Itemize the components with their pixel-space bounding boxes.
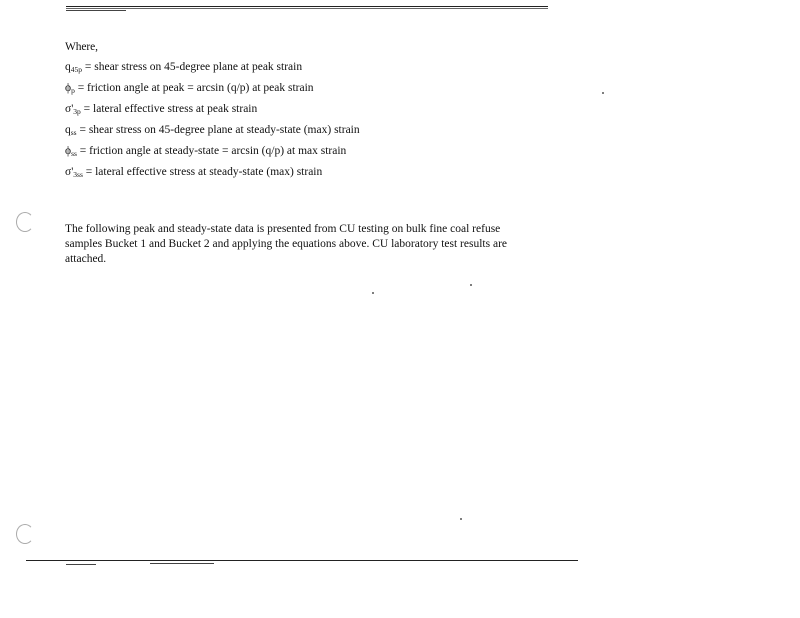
paragraph-line: attached. — [65, 253, 107, 265]
scan-speck — [602, 92, 604, 94]
symbol: q — [65, 61, 71, 73]
definition-phi-p — [65, 82, 314, 95]
symbol: σ' — [65, 103, 74, 115]
header-rule — [66, 6, 548, 9]
intro-text: Where, — [65, 41, 98, 53]
scan-speck — [470, 284, 472, 286]
symbol-subscript: 3ss — [73, 170, 83, 179]
symbol: σ' — [65, 166, 74, 178]
paragraph-line: The following peak and steady-state data is presented from CU testing on bulk fine coal refuse — [65, 223, 501, 235]
footer-rule-mark — [66, 564, 96, 565]
definition-sigma3ss — [65, 166, 322, 179]
definition-phi-ss — [65, 145, 346, 158]
binder-hole-mark — [16, 212, 34, 232]
definition-text: = friction angle at steady-state = arcsin (q/p) at max strain — [79, 145, 347, 157]
definition-qss — [65, 124, 360, 137]
symbol-subscript: ss — [71, 149, 77, 158]
definition-text: = shear stress on 45-degree plane at peak strain — [84, 61, 303, 73]
symbol: q — [65, 124, 71, 136]
symbol-subscript: p — [71, 86, 75, 95]
header-rule-mark — [66, 10, 126, 11]
definition-text: = shear stress on 45-degree plane at steady-state (max) strain — [79, 124, 360, 136]
scan-speck — [460, 518, 462, 520]
footer-rule — [26, 560, 578, 561]
results-paragraph — [65, 222, 543, 267]
symbol-subscript: ss — [70, 128, 77, 137]
symbol: ϕ — [65, 145, 72, 157]
symbol: ϕ — [65, 82, 72, 94]
symbol-subscript: 45p — [70, 65, 82, 74]
definition-sigma3p — [65, 103, 257, 116]
binder-hole-mark — [16, 524, 34, 544]
symbol-subscript: 3p — [73, 107, 81, 116]
scan-speck — [372, 292, 374, 294]
definition-text: = lateral effective stress at steady-state (max) strain — [85, 166, 323, 178]
definition-q45p — [65, 61, 302, 74]
definition-text: = friction angle at peak = arcsin (q/p) at peak strain — [77, 82, 314, 94]
paragraph-line: samples Bucket 1 and Bucket 2 and applying the equations above. CU laboratory test results are — [65, 238, 507, 250]
footer-rule-mark — [150, 563, 214, 564]
definition-text: = lateral effective stress at peak strain — [83, 103, 258, 115]
